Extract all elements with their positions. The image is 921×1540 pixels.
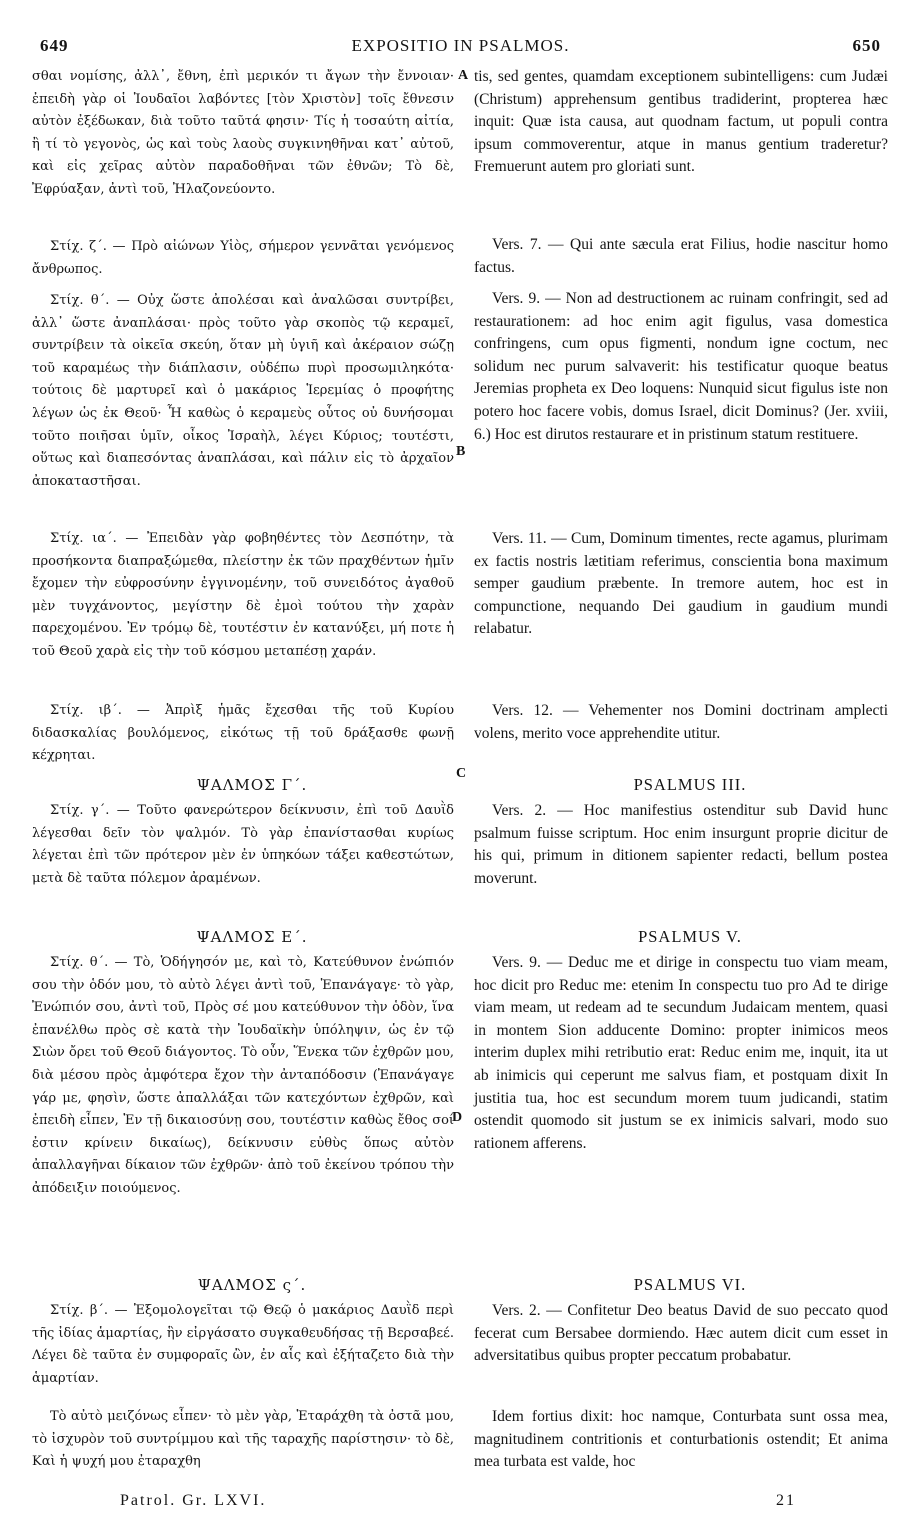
greek-seg-2 <box>32 236 454 281</box>
page-header <box>40 36 881 56</box>
greek-paragraph: Τὸ αὐτὸ μειζόνως εἶπεν· τὸ μὲν γὰρ, Ἐταράχθη τὰ ὀστᾶ μου, τὸ ἰσχυρὸν τοῦ συντρίμμου καὶ τῆς ταραχῆς παρίστησιν· τὸ δὲ, Καὶ ἡ ψυχή μου ἐταραχθη <box>32 1409 454 1470</box>
margin-marker-d: D <box>452 1110 463 1125</box>
latin-seg-3 <box>474 288 888 446</box>
psalm-heading: ΨΑΛΜΟΣ Ε΄. <box>196 928 308 946</box>
psalm-heading: PSALMUS III. <box>633 775 747 794</box>
greek-paragraph: Στίχ. γ΄. — Τοῦτο φανερώτερον δείκνυσιν, ἐπὶ τοῦ Δαυῒδ λέγεσθαι δεῖν τὸν ψαλμόν. Τὸ γὰρ ἐπανίστασθαι κυρίως λέγεται ἐπὶ τῶν πρότερον μὲν ἐν ὑπηκόων τάξει καθεστώτων, μετὰ δὲ ταῦτα πόλεμον ἀραμένων. <box>32 803 454 886</box>
psalm-heading: ΨΑΛΜΟΣ Γ΄. <box>196 776 308 794</box>
greek-seg-4 <box>32 528 454 664</box>
greek-paragraph: Στίχ. θ΄. — Τὸ, Ὁδήγησόν με, καὶ τὸ, Κατεύθυνον ἐνώπιόν σου τὴν ὁδόν μου, τὸ αὐτὸ λέγει ἀντὶ τοῦ, Ἐπανάγαγε· τὸ γὰρ, Ἐνώπιόν σου, ἀντὶ τοῦ, Πρὸς σέ μου κατεύθυνον τὴν ὁδὸν, ἵνα ἐπανέλθω πρὸς σὲ κατὰ τὴν Ἰουδαϊκὴν ὑπόληψιν, ὡς ἐν τῷ Σιὼν ὄρει τοῦ Θεοῦ διάγοντος. Τὸ οὖν, Ἕνεκα τῶν ἐχθρῶν μου, διὰ μέσου πρὸς ἀμφότερα ἔχον τὴν ἀνταπόδοσιν (Ἐπανάγαγε γάρ με, φησὶν, ὥστε ἀπαλλάξαι τῶν κατεχόντων ἐχθρῶν, καὶ ἐπειδὴ εἶπεν, Ἐν τῇ δικαιοσύνῃ σου, τουτέστιν καθὼς ἔθος σοί ἐστιν κρίνειν δικαίως), δείκνυσιν εὐθὺς ὅπως αὐτὸν ἀπαλλαγῆναι δίκαιον τῶν ἐχθρῶν· ἀπὸ τοῦ ἐκείνου τρόπου τὴν ἀπόδειξιν ποιούμενος. <box>32 955 454 1196</box>
latin-seg-11 <box>474 1300 888 1368</box>
latin-paragraph: Vers. 11. — Cum, Dominum timentes, recte agamus, plurimam ex factis nostris lætitiam referimus, conscientia bona maximum semper gaudium præbente. In tremore autem, hoc est in compunctione, nequando Dei gaudium in gaudium mundi relabatur. <box>474 530 888 638</box>
latin-seg-2 <box>474 234 888 279</box>
latin-seg-1 <box>474 66 888 179</box>
greek-paragraph: Στίχ. ζ΄. — Πρὸ αἰώνων Υἱὸς, σήμερον γεννᾶται γενόμενος ἄνθρωπος. <box>32 239 454 277</box>
greek-seg-7 <box>32 800 454 890</box>
greek-seg-9 <box>32 952 454 1201</box>
greek-seg-11 <box>32 1300 454 1390</box>
latin-seg-9 <box>474 952 888 1155</box>
latin-paragraph: Vers. 7. — Qui ante sæcula erat Filius, hodie nascitur homo factus. <box>474 236 888 276</box>
greek-paragraph: Στίχ. θ΄. — Οὐχ ὥστε ἀπολέσαι καὶ ἀναλῶσαι συντρίβει, ἀλλ᾽ ὥστε ἀναπλάσαι· πρὸς τοῦτο γὰρ σκοπὸς τῷ κεραμεῖ, συντρίβειν τὰ οἰκεῖα σκεύη, ὅταν μὴ ὑγιῆ καὶ ἀκέραιον σώζῃ τοῦ καραμέως τὴν διάπλασιν, οὐδέπω πυρὶ προσωμιληκότα· τούτοις δὲ μαρτυρεῖ καὶ ὁ μακάριος Ἱερεμίας ὁ προφήτης λέγων ὡς ἐκ Θεοῦ· Ἦ καθὼς ὁ κεραμεὺς οὗτος οὐ δυνήσομαι τοῦτο ποιῆσαι ὑμῖν, οἶκος Ἰσραὴλ, λέγει Κύριος; τουτέστι, οὕτως καὶ διαπεσόντας ἀναπλάσαι, καὶ πάλιν εἰς τὸ ἀρχαῖον ἀποκαταστῆσαι. <box>32 293 454 489</box>
greek-paragraph: Στίχ. β΄. — Ἐξομολογεῖται τῷ Θεῷ ὁ μακάριος Δαυῒδ περὶ τῆς ἰδίας ἁμαρτίας, ἣν εἰργάσατο συγκαθευδήσας τῇ Βερσαβεέ. Λέγει δὲ ταῦτα ἐν συμφοραῖς ὢν, ἐν αἷς καὶ ἐξήταζετο διὰ τὴν ἁμαρτίαν. <box>32 1303 454 1386</box>
latin-paragraph: Vers. 2. — Hoc manifestius ostenditur sub David hunc psalmum fuisse scriptum. Hoc enim insurgunt proprie dicitur de his qui, primum in ditionem sapienter redacti, bellum postea moverunt. <box>474 802 888 887</box>
margin-marker-a: A <box>458 68 469 83</box>
footer-collection: Patrol. Gr. LXVI. <box>120 1492 267 1509</box>
latin-seg-5 <box>474 700 888 745</box>
latin-seg-4 <box>474 528 888 641</box>
footer-signature: 21 <box>776 1492 796 1509</box>
greek-seg-12 <box>32 1406 454 1474</box>
margin-marker-b: B <box>456 444 466 459</box>
greek-seg-5 <box>32 700 454 768</box>
greek-paragraph: σθαι νομίσης, ἀλλ᾽, ἔθνη, ἐπὶ μερικόν τι ἄγων τὴν ἔννοιαν· ἐπειδὴ γὰρ οἱ Ἰουδαῖοι λαβόντες [τὸν Χριστὸν] τοῖς ἔθνεσιν αὐτὸν ἐξέδωκαν, διὰ τοῦτο ταῦτά φησιν· Τίς ἡ τοσαύτη αἰτία, ἢ τί τὸ γεγονὸς, ὡς καὶ τοὺς λαοὺς συγκινηθῆναι κατ᾽ αὐτοῦ, καὶ εἰς χεῖρας αὐτὸν παραδοθῆναι τῶν ἐθνῶν; Τὸ δὲ, Ἐφρύαξαν, ἀντὶ τοῦ, Ἠλαζονεύοντο. <box>32 69 454 197</box>
latin-seg-6 <box>474 774 888 797</box>
greek-paragraph: Στίχ. ιβ΄. — Ἀπρὶξ ἡμᾶς ἔχεσθαι τῆς τοῦ Κυρίου διδασκαλίας βουλόμενος, εἰκότως τῇ τοῦ δράξασθε φωνῇ κέχρηται. <box>32 703 454 764</box>
psalm-heading: PSALMUS VI. <box>633 1275 747 1294</box>
greek-seg-6 <box>32 774 454 797</box>
psalm-heading: PSALMUS V. <box>638 927 742 946</box>
latin-paragraph: Vers. 9. — Non ad destructionem ac ruinam confringit, sed ad restaurationem: ad hoc enim agit figulus, vasa domestica confringens, cum opus figmenti, nondum igne coctum, nec solidum nec purum salvaverit: his testificatur quoque beatus Jeremias propheta ex Deo loquens: Nunquid sicut figulus iste non potero hoc facere vobis, domus Israel, dicit Dominus? (Jer. xviii, 6.) Hoc est dirutos restaurare et in pristinum statum restituere. <box>474 290 888 443</box>
latin-paragraph: tis, sed gentes, quamdam exceptionem subintelligens: cum Judæi (Christum) apprehensum gentibus tradiderint, propterea hæc inquit: Quæ ista causa, aut quodnam factum, ut populi contra ipsum commoverentur, atque in manus gentium traderetur? Fremuerunt autem pro gloriati sunt. <box>474 68 888 176</box>
latin-seg-12 <box>474 1406 888 1474</box>
greek-seg-1 <box>32 66 454 202</box>
right-page-number: 650 <box>852 36 881 55</box>
latin-seg-8 <box>474 926 888 949</box>
latin-seg-7 <box>474 800 888 890</box>
running-title: EXPOSITIO IN PSALMOS. <box>351 36 570 55</box>
left-page-number: 649 <box>40 36 69 55</box>
greek-paragraph: Στίχ. ια΄. — Ἐπειδὰν γὰρ φοβηθέντες τὸν Δεσπότην, τὰ προσήκοντα διαπραξώμεθα, πλείστην ἐκ τῶν πραχθέντων ἡμῖν ἔχομεν τὴν εὐφροσύνην ἐγγινομένην, τοῦ συνειδότος ἀγαθοῦ μὲν τυγχάνοντος, μεγίστην δὲ ἐμοὶ τούτου τὴν χαρὰν παρεχομένου. Ἐν τρόμῳ δὲ, τουτέστιν ἐν κατανύξει, μή ποτε ἡ τοῦ Θεοῦ χαρὰ εἰς τὴν τοῦ κόσμου μεταπέσῃ χαράν. <box>32 531 454 659</box>
psalm-heading: ΨΑΛΜΟΣ ς΄. <box>197 1276 307 1294</box>
latin-paragraph: Vers. 12. — Vehementer nos Domini doctrinam amplecti volens, merito voce apprehendite utitur. <box>474 702 888 742</box>
margin-marker-c: C <box>456 766 467 781</box>
latin-paragraph: Vers. 9. — Deduc me et dirige in conspectu tuo viam meam, hoc dicit pro Reduc me: etenim In conspectu tuo pro Ad te dirige viam meam, ut redeam ad te secundum Judaicam mentem, quasi in montem Sion adducente Domino: propter inimicos meos interim duplex mihi retributio erat: Reduc enim me, inquit, ita ut ab inimicis qui ceperunt me salvus fiam, et postquam dixit In justitia tua, hoc est secundum morem tuum judicandi, statim ostendit quomodo sit justum se ex inimicis salvari, modo suo rationem afferens. <box>474 954 888 1152</box>
greek-seg-10 <box>32 1274 454 1297</box>
latin-paragraph: Vers. 2. — Confitetur Deo beatus David de suo peccato quod fecerat cum Bersabee dormiendo. Hæc autem dicit cum esset in adversitatibus quibus propter peccatum probabatur. <box>474 1302 888 1365</box>
latin-seg-10 <box>474 1274 888 1297</box>
latin-paragraph: Idem fortius dixit: hoc namque, Conturbata sunt ossa mea, magnitudinem contritionis et conturbationis ostendit; Et anima mea turbata est valde, hoc <box>474 1408 888 1471</box>
greek-seg-3 <box>32 290 454 493</box>
greek-seg-8 <box>32 926 454 949</box>
